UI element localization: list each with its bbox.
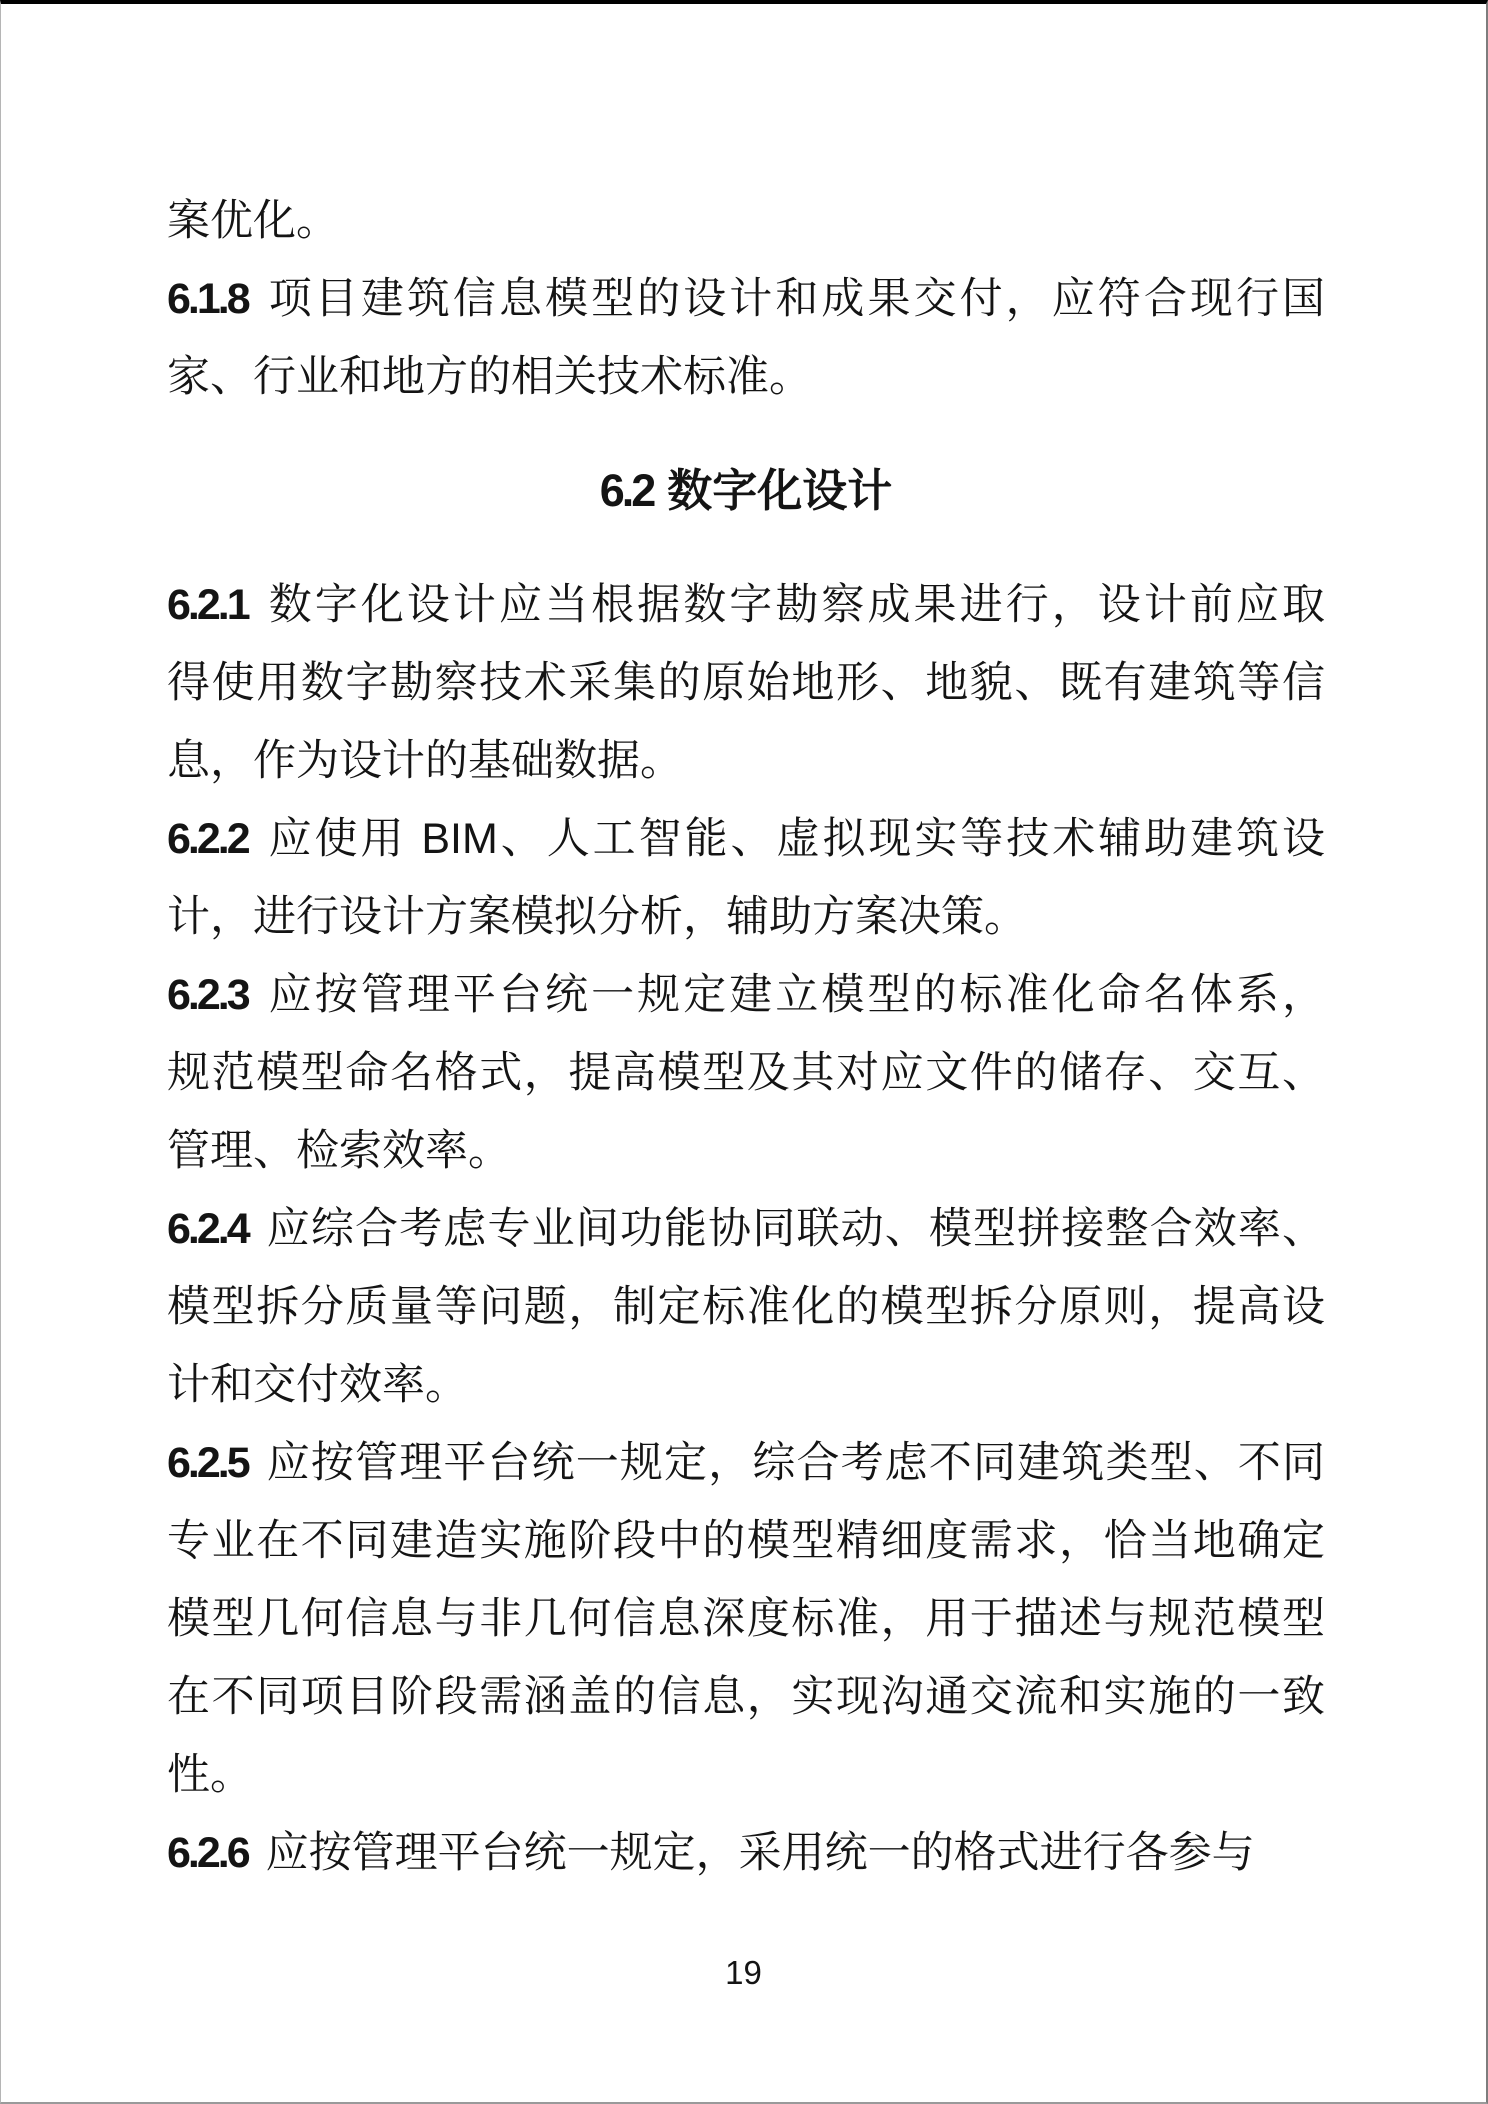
clause-number: 6.2.1 [167,581,248,629]
paragraph-line: 在不同项目阶段需涵盖的信息，实现沟通交流和实施的一致 [167,1673,1325,1721]
clause-number: 6.2.5 [167,1439,248,1487]
clause-number: 6.1.8 [167,275,248,323]
paragraph-line: 模型几何信息与非几何信息深度标准，用于描述与规范模型 [167,1595,1325,1643]
document-body [167,182,1325,1892]
paragraph-line: 案优化。 [167,197,339,245]
page-number: 19 [725,1954,762,1991]
clause-number: 6.2.6 [167,1829,248,1877]
paragraph-line: 计，进行设计方案模拟分析，辅助方案决策。 [167,893,1027,941]
page-footer [1,1954,1486,1992]
clause-number: 6.2.3 [167,971,248,1019]
clause-number: 6.2.4 [167,1205,248,1253]
section-title: 数字化设计 [667,465,893,516]
paragraph-line: 6.2.1 数字化设计应当根据数字勘察成果进行，设计前应取 [167,581,1325,629]
paragraph-line: 模型拆分质量等问题，制定标准化的模型拆分原则，提高设 [167,1283,1325,1331]
paragraph-line: 息，作为设计的基础数据。 [167,737,683,785]
paragraph-line: 管理、检索效率。 [167,1127,511,1175]
paragraph-line: 6.2.2 应使用 BIM、人工智能、虚拟现实等技术辅助建筑设 [167,815,1325,863]
paragraph-line: 6.2.3 应按管理平台统一规定建立模型的标准化命名体系， [167,971,1325,1019]
paragraph-line: 计和交付效率。 [167,1361,468,1409]
paragraph-line: 规范模型命名格式，提高模型及其对应文件的储存、交互、 [167,1049,1325,1097]
section-number: 6.2 [599,465,654,516]
paragraph-line: 得使用数字勘察技术采集的原始地形、地貌、既有建筑等信 [167,659,1325,707]
paragraph-line: 6.2.6 应按管理平台统一规定，采用统一的格式进行各参与 [167,1829,1255,1877]
section-heading [167,452,1325,530]
paragraph-line: 6.2.5 应按管理平台统一规定，综合考虑不同建筑类型、不同 [167,1439,1325,1487]
clause-number: 6.2.2 [167,815,248,863]
paragraph-line: 专业在不同建造实施阶段中的模型精细度需求，恰当地确定 [167,1517,1325,1565]
paragraph-line: 6.1.8 项目建筑信息模型的设计和成果交付，应符合现行国 [167,275,1325,323]
paragraph-line: 性。 [167,1751,253,1799]
paragraph-line: 6.2.4 应综合考虑专业间功能协同联动、模型拼接整合效率、 [167,1205,1325,1253]
paragraph-line: 家、行业和地方的相关技术标准。 [167,353,812,401]
